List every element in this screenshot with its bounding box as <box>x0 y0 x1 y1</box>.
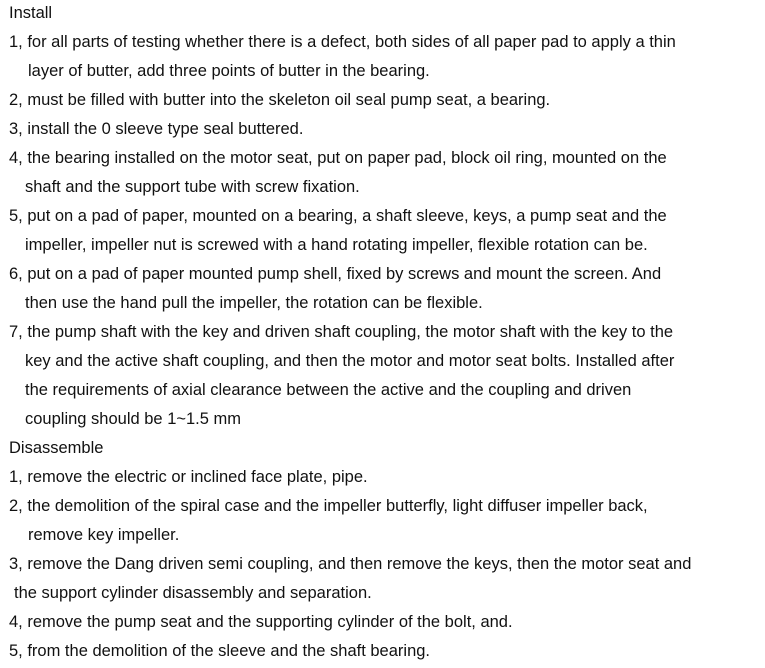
install-line: 5, put on a pad of paper, mounted on a bearing, a shaft sleeve, keys, a pump seat and the <box>9 207 667 225</box>
install-line: the requirements of axial clearance between the active and the coupling and driven <box>25 381 632 399</box>
install-line: layer of butter, add three points of butter in the bearing. <box>28 62 430 80</box>
install-line: 4, the bearing installed on the motor seat, put on paper pad, block oil ring, mounted on the <box>9 149 667 167</box>
disassemble-line: the support cylinder disassembly and separation. <box>14 584 372 602</box>
disassemble-line: 4, remove the pump seat and the supporting cylinder of the bolt, and. <box>9 613 513 631</box>
install-line: impeller, impeller nut is screwed with a hand rotating impeller, flexible rotation can be. <box>25 236 648 254</box>
install-line: 1, for all parts of testing whether there is a defect, both sides of all paper pad to apply a thin <box>9 33 676 51</box>
disassemble-line: 3, remove the Dang driven semi coupling, and then remove the keys, then the motor seat and <box>9 555 692 573</box>
install-line: 6, put on a pad of paper mounted pump shell, fixed by screws and mount the screen. And <box>9 265 662 283</box>
disassemble-line: 5, from the demolition of the sleeve and the shaft bearing. <box>9 642 431 660</box>
install-line: 3, install the 0 sleeve type seal buttered. <box>9 120 304 138</box>
install-line: then use the hand pull the impeller, the rotation can be flexible. <box>25 294 483 312</box>
disassemble-heading: Disassemble <box>9 439 104 457</box>
disassemble-line: 2, the demolition of the spiral case and the impeller butterfly, light diffuser impeller back, <box>9 497 648 515</box>
disassemble-line: remove key impeller. <box>28 526 180 544</box>
install-line: shaft and the support tube with screw fixation. <box>25 178 360 196</box>
install-line: 2, must be filled with butter into the skeleton oil seal pump seat, a bearing. <box>9 91 551 109</box>
install-heading: Install <box>9 4 53 22</box>
disassemble-line: 1, remove the electric or inclined face plate, pipe. <box>9 468 368 486</box>
install-line: key and the active shaft coupling, and then the motor and motor seat bolts. Installed after <box>25 352 675 370</box>
install-line: 7, the pump shaft with the key and driven shaft coupling, the motor shaft with the key to the <box>9 323 674 341</box>
install-line: coupling should be 1~1.5 mm <box>25 410 242 428</box>
